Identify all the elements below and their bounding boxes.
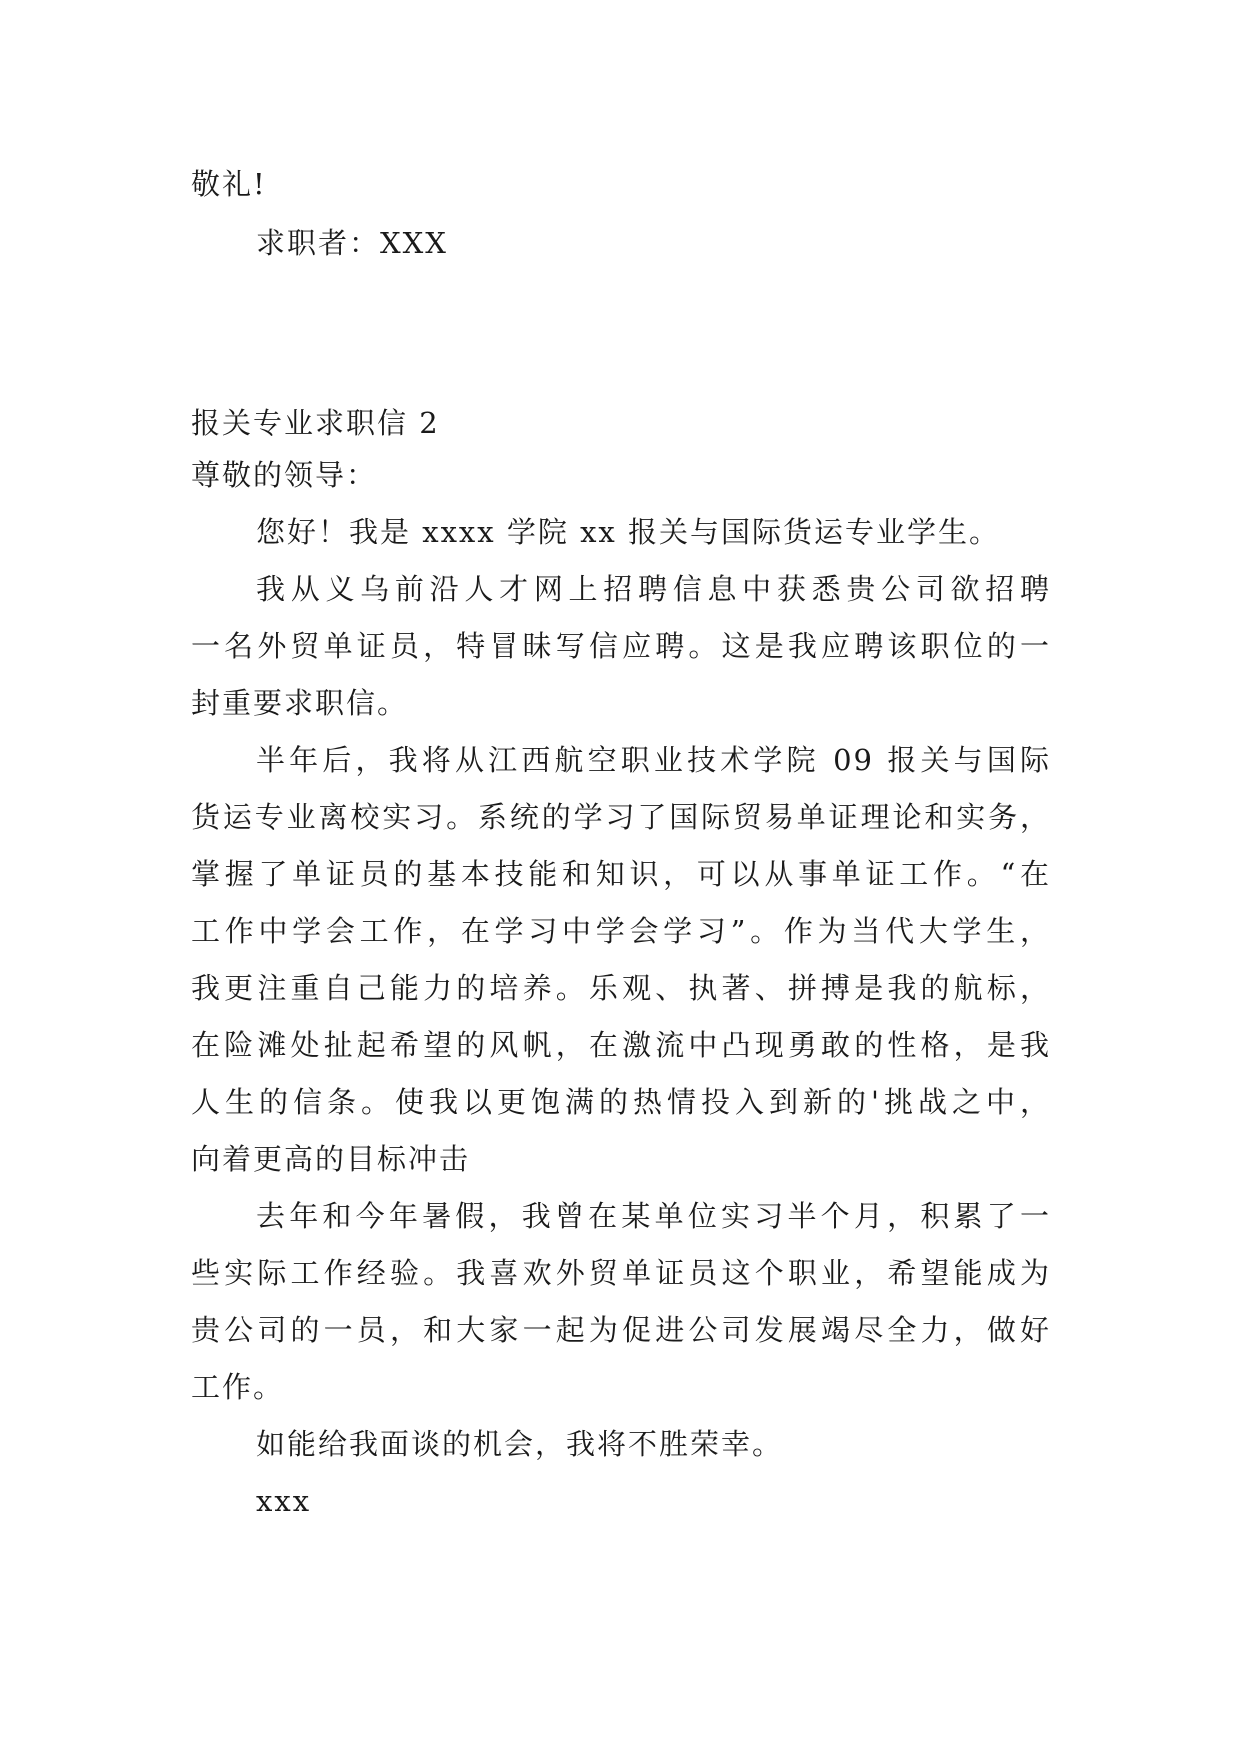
paragraph-line: 封重要求职信。 (191, 686, 409, 720)
closing-paragraph: 如能给我面谈的机会，我将不胜荣幸。 (256, 1427, 784, 1461)
greeting: 您好！我是 xxxx 学院 xx 报关与国际货运专业学生。 (256, 515, 1001, 549)
paragraph-line: 向着更高的目标冲击 (191, 1142, 471, 1176)
paragraph-line: 人生的信条。使我以更饱满的热情投入到新的'挑战之中， (191, 1085, 1051, 1119)
paragraph-line: 工作中学会工作，在学习中学会学习”。作为当代大学生， (191, 914, 1051, 948)
salutation: 尊敬的领导： (191, 458, 378, 492)
paragraph-line: 掌握了单证员的基本技能和知识，可以从事单证工作。“在 (191, 857, 1051, 891)
closing-salute: 敬礼! (191, 167, 267, 201)
paragraph-line: 贵公司的一员，和大家一起为促进公司发展竭尽全力，做好 (191, 1313, 1051, 1347)
paragraph-line: 我更注重自己能力的培养。乐观、执著、拼搏是我的航标， (191, 971, 1051, 1005)
paragraph-line: 些实际工作经验。我喜欢外贸单证员这个职业，希望能成为 (191, 1256, 1051, 1290)
paragraph-line: 工作。 (191, 1370, 285, 1404)
paragraph-line: 货运专业离校实习。系统的学习了国际贸易单证理论和实务， (191, 800, 1051, 834)
paragraph-line: 一名外贸单证员，特冒昧写信应聘。这是我应聘该职位的一 (191, 629, 1051, 663)
letter-signature: xxx (256, 1484, 312, 1518)
paragraph-line: 半年后，我将从江西航空职业技术学院 09 报关与国际 (256, 743, 1051, 777)
applicant-signature: 求职者：XXX (256, 226, 448, 260)
letter-title: 报关专业求职信 2 (191, 406, 440, 440)
paragraph-line: 我从义乌前沿人才网上招聘信息中获悉贵公司欲招聘 (256, 572, 1051, 606)
paragraph-line: 去年和今年暑假，我曾在某单位实习半个月，积累了一 (256, 1199, 1051, 1233)
paragraph-line: 在险滩处扯起希望的风帆，在激流中凸现勇敢的性格，是我 (191, 1028, 1051, 1062)
